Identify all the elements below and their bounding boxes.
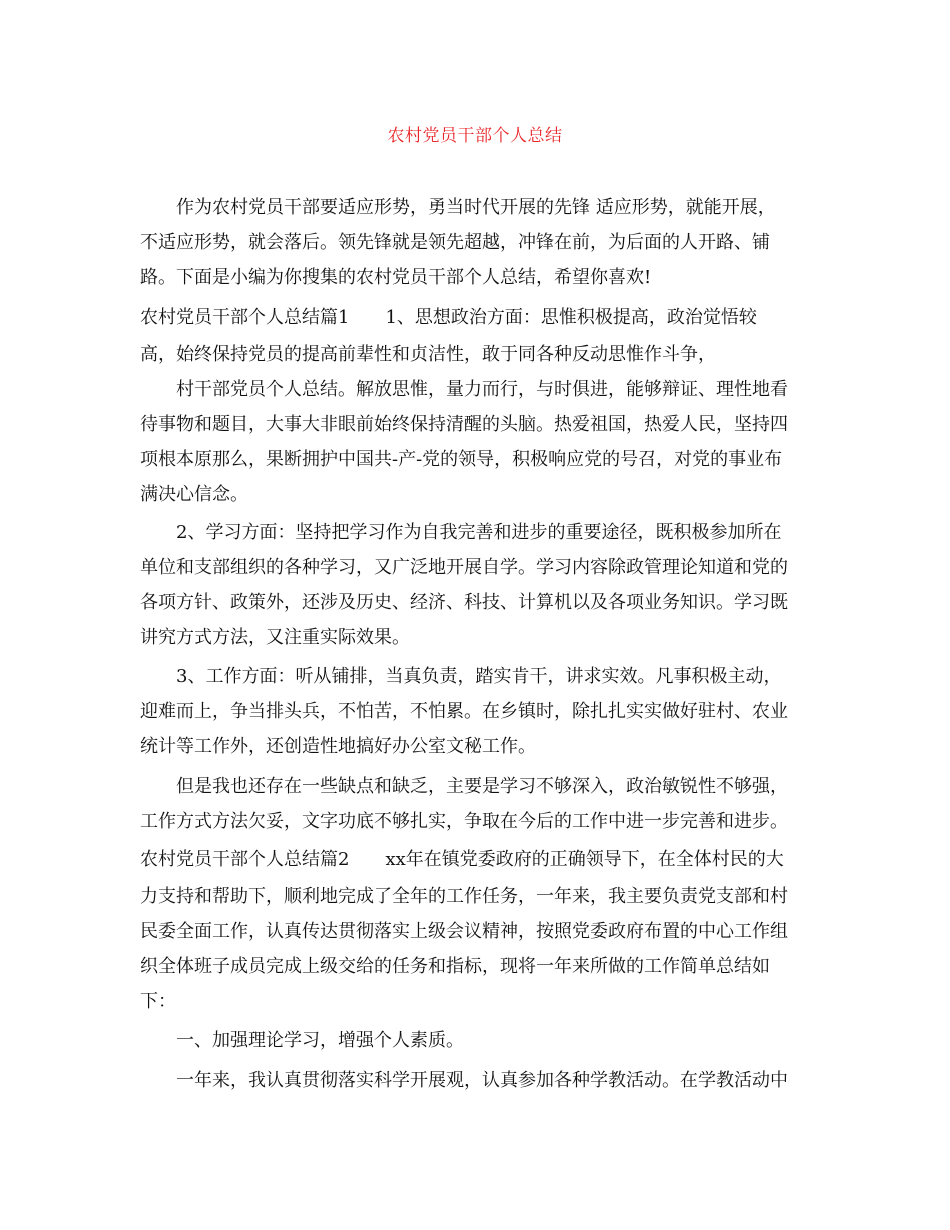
section-heading: 农村党员干部个人总结篇1 bbox=[140, 307, 350, 328]
paragraph-line: 下： bbox=[140, 991, 176, 1012]
paragraph-line: 作为农村党员干部要适应形势，勇当时代开展的先锋 适应形势，就能开展， bbox=[176, 197, 776, 218]
paragraph-line: 项根本原那么，果断拥护中国共-产-党的领导，积极响应党的号召，对党的事业布 bbox=[140, 449, 783, 470]
paragraph-line: 统计等工作外，还创造性地搞好办公室文秘工作。 bbox=[140, 736, 536, 757]
paragraph-line: 满决心信念。 bbox=[140, 484, 248, 505]
paragraph-line: 织全体班子成员完成上级交给的任务和指标，现将一年来所做的工作简单总结如 bbox=[140, 956, 770, 977]
paragraph-line: 但是我也还存在一些缺点和缺乏，主要是学习不够深入，政治敏锐性不够强， bbox=[176, 776, 788, 797]
section-heading-line bbox=[140, 847, 784, 873]
paragraph-line: 2、学习方面：坚持把学习作为自我完善和进步的重要途径，既积极参加所在 bbox=[176, 522, 782, 543]
paragraph-line: 民委全面工作，认真传达贯彻落实上级会议精神，按照党委政府布置的中心工作组 bbox=[140, 921, 788, 942]
paragraph-line: 各项方针、政策外，还涉及历史、经济、科技、计算机以及各项业务知识。学习既 bbox=[140, 592, 788, 613]
paragraph-line: 高，始终保持党员的提高前辈性和贞洁性，敢于同各种反动思惟作斗争， bbox=[140, 344, 716, 365]
paragraph-line: 待事物和题目，大事大非眼前始终保持清醒的头脑。热爱祖国，热爱人民，坚持四 bbox=[140, 414, 788, 435]
paragraph-line: 力支持和帮助下，顺利地完成了全年的工作任务，一年来，我主要负责党支部和村 bbox=[140, 886, 788, 907]
paragraph-text: xx年在镇党委政府的正确领导下，在全体村民的大 bbox=[385, 849, 784, 870]
paragraph-line: 工作方式方法欠妥，文字功底不够扎实，争取在今后的工作中进一步完善和进步。 bbox=[140, 811, 788, 832]
paragraph-line: 单位和支部组织的各种学习，又广泛地开展自学。学习内容除政管理论知道和党的 bbox=[140, 557, 788, 578]
paragraph-line: 迎难而上，争当排头兵，不怕苦，不怕累。在乡镇时，除扎扎实实做好驻村、农业 bbox=[140, 701, 788, 722]
section-heading: 农村党员干部个人总结篇2 bbox=[140, 849, 350, 870]
paragraph-line: 一、加强理论学习，增强个人素质。 bbox=[176, 1030, 464, 1051]
paragraph-text: 1、思想政治方面：思惟积极提高，政治觉悟较 bbox=[385, 307, 757, 328]
paragraph-line: 一年来，我认真贯彻落实科学开展观，认真参加各种学教活动。在学教活动中 bbox=[176, 1070, 788, 1091]
paragraph-line: 路。下面是小编为你搜集的农村党员干部个人总结，希望你喜欢! bbox=[140, 267, 652, 288]
document-title: 农村党员干部个人总结 bbox=[387, 126, 563, 146]
paragraph-line: 3、工作方面：听从铺排，当真负责，踏实肯干，讲求实效。凡事积极主动， bbox=[176, 666, 782, 687]
paragraph-line: 不适应形势，就会落后。领先锋就是领先超越，冲锋在前，为后面的人开路、铺 bbox=[140, 232, 770, 253]
paragraph-line: 村干部党员个人总结。解放思惟，量力而行，与时俱进，能够辩证、理性地看 bbox=[176, 379, 788, 400]
paragraph-line: 讲究方式方法，又注重实际效果。 bbox=[140, 627, 410, 648]
section-heading-line bbox=[140, 305, 757, 331]
